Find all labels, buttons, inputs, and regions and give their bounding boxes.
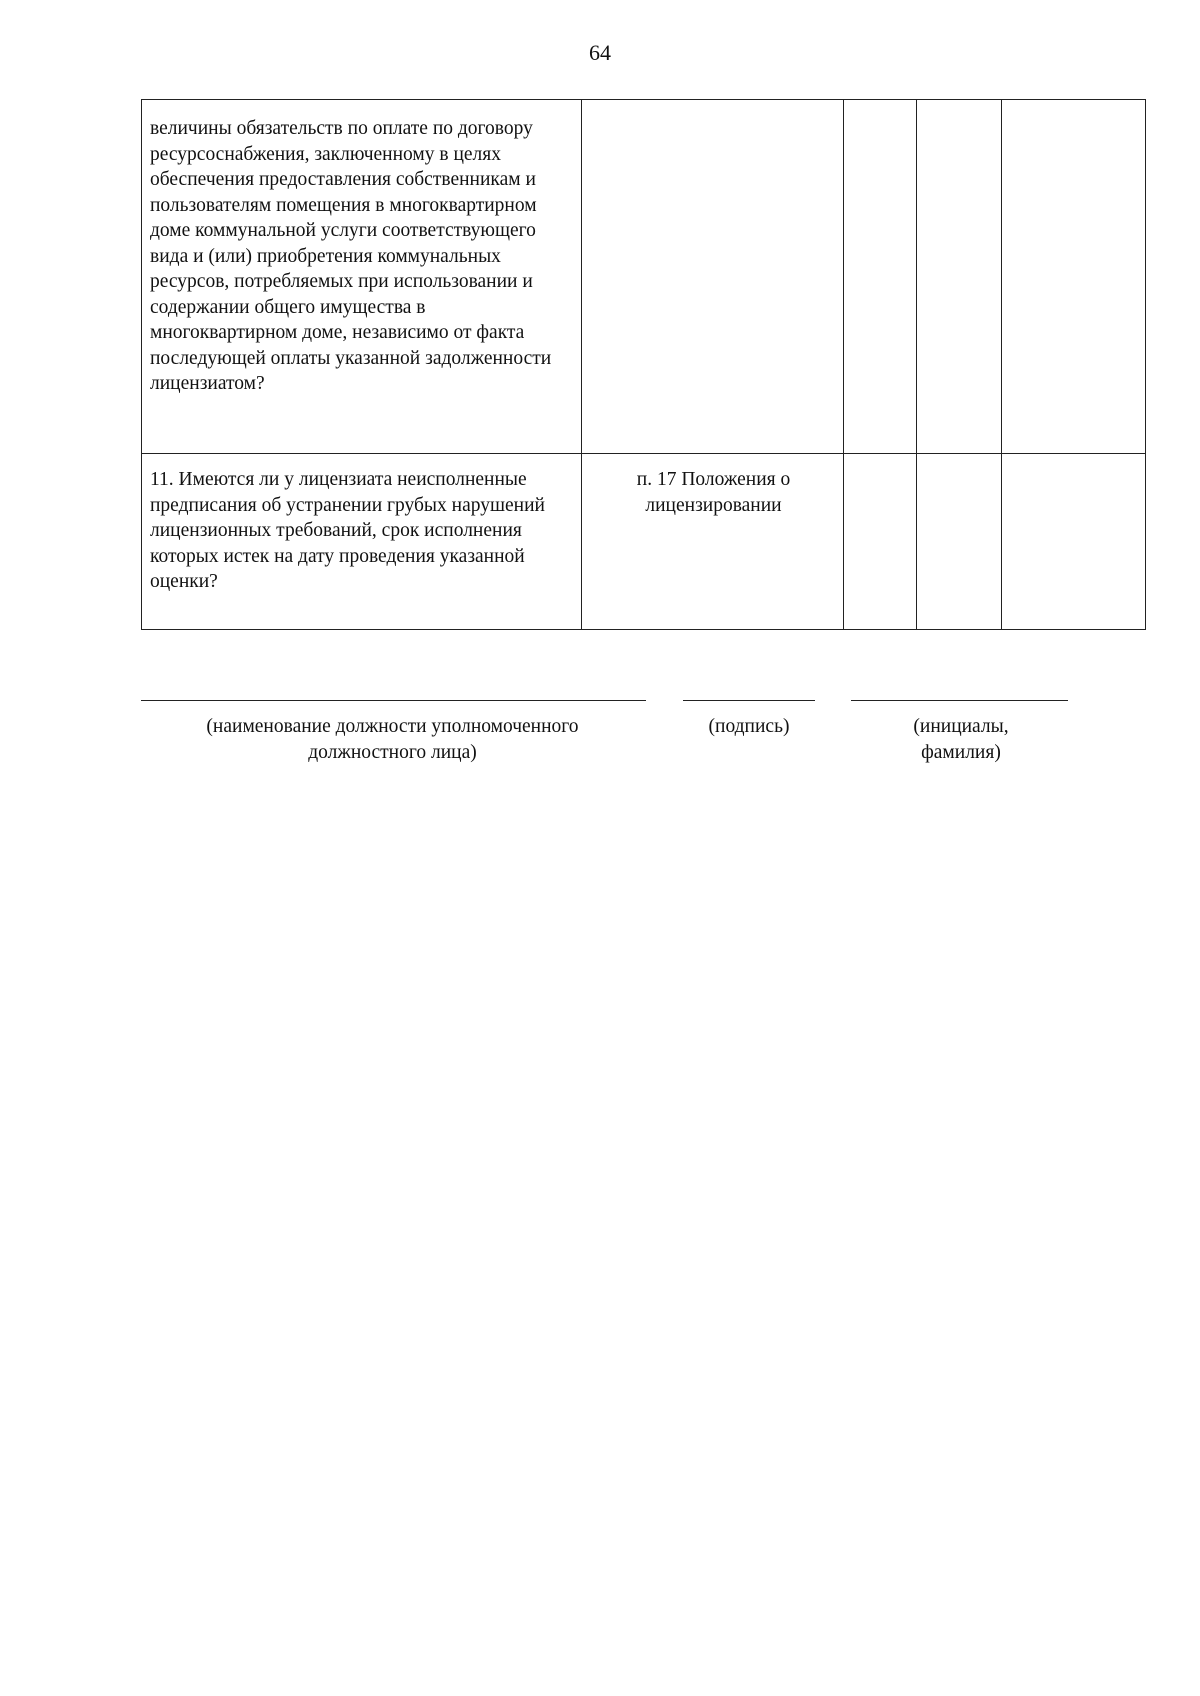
name-signature-line[interactable]: [851, 700, 1068, 701]
question-cell: 11. Имеются ли у лицензиата неисполненные предписания об устранении грубых нарушений лицензионных требований, срок исполнения которых истек на дату проведения указанной оценки?: [142, 454, 582, 630]
note-cell[interactable]: [1002, 100, 1146, 454]
question-cell: величины обязательств по оплате по договору ресурсоснабжения, заключенному в целях обеспечения предоставления собственникам и пользователям помещения в многоквартирном доме коммунальной услуги соответствующего вида и (или) приобретения коммунальных ресурсов, потребляемых при использовании и содержании общего имущества в многоквартирном доме, независимо от факта последующей оплаты указанной задолженности лицензиатом?: [142, 100, 582, 454]
checklist-table: [141, 99, 1146, 630]
answer-yes-cell[interactable]: [844, 454, 917, 630]
note-cell[interactable]: [1002, 454, 1146, 630]
position-caption: (наименование должности уполномоченного должностного лица): [206, 716, 579, 763]
answer-no-cell[interactable]: [917, 454, 1002, 630]
reference-cell: п. 17 Положения о лицензировании: [582, 454, 844, 630]
reference-cell: [582, 100, 844, 454]
table-row: [142, 454, 1146, 630]
answer-yes-cell[interactable]: [844, 100, 917, 454]
name-caption: (инициалы, фамилия): [913, 716, 1009, 763]
signature-line[interactable]: [683, 700, 815, 701]
table-row: [142, 100, 1146, 454]
signature-caption: (подпись): [708, 716, 790, 737]
page-number: 64: [589, 40, 611, 65]
position-signature-line[interactable]: [141, 700, 646, 701]
answer-no-cell[interactable]: [917, 100, 1002, 454]
